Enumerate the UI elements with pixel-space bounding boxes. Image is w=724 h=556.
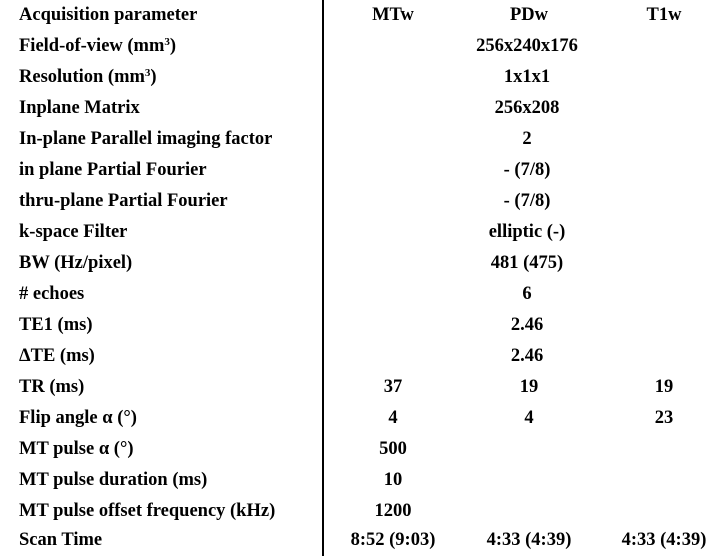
parameter-label-text: k-space Filter bbox=[19, 222, 128, 242]
parameter-label bbox=[19, 465, 319, 496]
table-row bbox=[0, 279, 724, 310]
mtw-value: 8:52 (9:03) bbox=[350, 530, 436, 550]
parameter-label-text: ΔTE (ms) bbox=[19, 346, 95, 366]
parameter-label bbox=[19, 341, 319, 372]
mtw-value: 1200 bbox=[374, 501, 412, 521]
parameter-label-text: BW (Hz/pixel) bbox=[19, 253, 133, 273]
table-row bbox=[0, 465, 724, 496]
parameter-label-text: In-plane Parallel imaging factor bbox=[19, 129, 273, 149]
parameter-label bbox=[19, 124, 319, 155]
table-header-row bbox=[0, 0, 724, 31]
table-row bbox=[0, 31, 724, 62]
table-row bbox=[0, 155, 724, 186]
parameter-label bbox=[19, 248, 319, 279]
parameter-label-suffix: ) bbox=[169, 36, 177, 56]
parameter-label-text: Scan Time bbox=[19, 530, 103, 550]
shared-value: 1x1x1 bbox=[503, 67, 551, 87]
parameter-label-text: MT pulse duration (ms) bbox=[19, 470, 208, 490]
mtw-value: 10 bbox=[383, 470, 403, 490]
table-row bbox=[0, 186, 724, 217]
pdw-value: 19 bbox=[519, 377, 539, 397]
parameter-label bbox=[19, 93, 319, 124]
parameter-label bbox=[19, 186, 319, 217]
parameter-label bbox=[19, 31, 319, 62]
pdw-value: 4:33 (4:39) bbox=[486, 530, 572, 550]
shared-value: 256x208 bbox=[494, 98, 560, 118]
mtw-value: 37 bbox=[383, 377, 403, 397]
parameter-label bbox=[19, 372, 319, 403]
shared-value: 2.46 bbox=[510, 346, 544, 366]
t1w-value: 4:33 (4:39) bbox=[621, 530, 707, 550]
shared-value: 2.46 bbox=[510, 315, 544, 335]
parameter-label-superscript: 3 bbox=[144, 67, 151, 79]
parameter-label bbox=[19, 279, 319, 310]
parameter-label-suffix: ) bbox=[150, 67, 157, 87]
shared-value: 6 bbox=[522, 284, 532, 304]
parameter-label-text: TR (ms) bbox=[19, 377, 85, 397]
shared-value: - (7/8) bbox=[503, 191, 551, 211]
mtw-value: 500 bbox=[379, 439, 407, 459]
table-row bbox=[0, 93, 724, 124]
table-row bbox=[0, 310, 724, 341]
table-row bbox=[0, 217, 724, 248]
header-mtw: MTw bbox=[372, 5, 414, 25]
header-t1w: T1w bbox=[646, 5, 682, 25]
parameter-label-text: MT pulse α (°) bbox=[19, 439, 134, 459]
parameter-label-text: TE1 (ms) bbox=[19, 315, 93, 335]
t1w-value: 19 bbox=[654, 377, 674, 397]
parameter-label bbox=[19, 525, 319, 556]
pdw-value: 4 bbox=[524, 408, 534, 428]
parameter-label-superscript: 3 bbox=[164, 36, 170, 48]
table-row bbox=[0, 372, 724, 403]
parameter-label-text: MT pulse offset frequency (kHz) bbox=[19, 501, 276, 521]
t1w-value: 23 bbox=[654, 408, 674, 428]
table-row bbox=[0, 341, 724, 372]
header-acquisition-parameter: Acquisition parameter bbox=[19, 5, 198, 25]
table-row bbox=[0, 525, 724, 556]
parameter-label bbox=[19, 496, 319, 527]
shared-value: - (7/8) bbox=[503, 160, 551, 180]
parameter-label-text: in plane Partial Fourier bbox=[19, 160, 207, 180]
table-row bbox=[0, 434, 724, 465]
parameter-label-text: Flip angle α (°) bbox=[19, 408, 137, 428]
table-row bbox=[0, 124, 724, 155]
table-row bbox=[0, 248, 724, 279]
shared-value: 481 (475) bbox=[490, 253, 564, 273]
table-row bbox=[0, 496, 724, 527]
parameter-label-text: Inplane Matrix bbox=[19, 98, 140, 118]
parameter-label bbox=[19, 434, 319, 465]
mtw-value: 4 bbox=[388, 408, 398, 428]
header-pdw: PDw bbox=[509, 5, 549, 25]
parameter-label bbox=[19, 62, 319, 93]
parameter-label-text: Field-of-view (mm bbox=[19, 36, 165, 56]
parameter-label bbox=[19, 403, 319, 434]
table-row bbox=[0, 62, 724, 93]
parameter-label bbox=[19, 217, 319, 248]
table-row bbox=[0, 403, 724, 434]
parameter-label-text: Resolution (mm bbox=[19, 67, 145, 87]
parameter-label bbox=[19, 310, 319, 341]
parameter-label bbox=[19, 155, 319, 186]
parameter-label-text: # echoes bbox=[19, 284, 85, 304]
shared-value: 256x240x176 bbox=[476, 36, 578, 56]
shared-value: 2 bbox=[522, 129, 532, 149]
shared-value: elliptic (-) bbox=[488, 222, 566, 242]
parameter-label-text: thru-plane Partial Fourier bbox=[19, 191, 228, 211]
